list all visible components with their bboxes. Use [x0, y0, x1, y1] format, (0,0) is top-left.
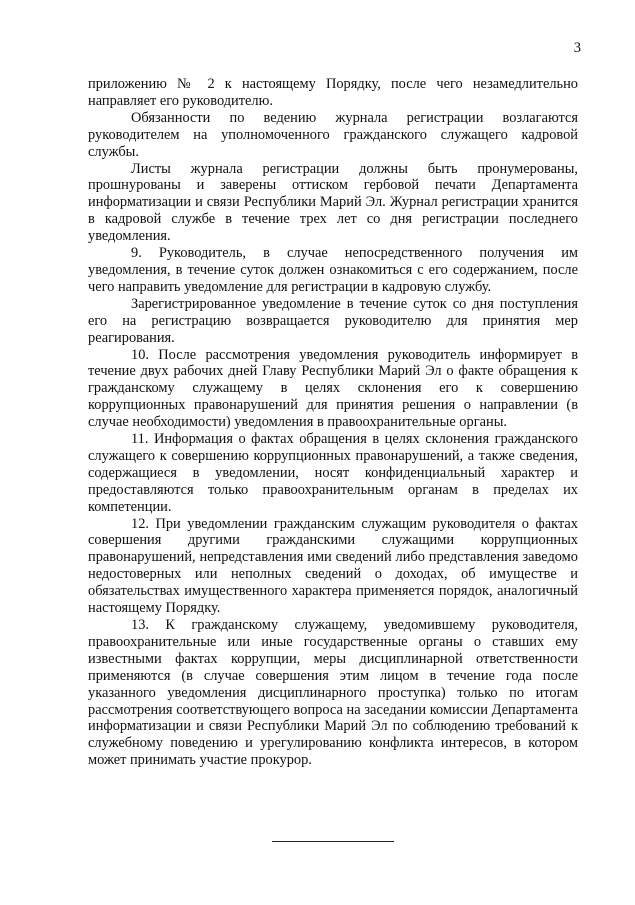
- document-body: [88, 76, 578, 769]
- paragraph-item-10: 10. После рассмотрения уведомления руководитель информирует в течение двух рабочих дней Главу Республики Марий Эл о факте обращения к гражданскому служащему в целях склонения его к совершению коррупционных правонарушений для принятия решения о направлении (в случае необходимости) уведомления в правоохранительные органы.: [88, 346, 578, 431]
- end-of-text-rule: [272, 841, 394, 842]
- paragraph-item-9: 9. Руководитель, в случае непосредственного получения им уведомления, в течение суток должен ознакомиться с его содержанием, после чего направить уведомление для регистрации в кадровую службу.: [88, 245, 578, 295]
- paragraph-item-13: 13. К гражданскому служащему, уведомившему руководителя, правоохранительные или иные государственные органы о ставших ему известными фактах коррупции, меры дисциплинарной ответственности применяются (в случае совершения этим лицом в течение года после указанного уведомления дисциплинарного проступка) только по итогам рассмотрения соответствующего вопроса на заседании комиссии Департамента информатизации и связи Республики Марий Эл по соблюдению требований к служебному поведению и урегулированию конфликта интересов, в котором может принимать участие прокурор.: [88, 617, 578, 769]
- paragraph-item-12: 12. При уведомлении гражданским служащим руководителя о фактах совершения другими гражданскими служащими коррупционных правонарушений, непредставления ими сведений либо представления заведомо недостоверных или неполных сведений о доходах, об имуществе и обязательствах имущественного характера применяется порядок, аналогичный настоящему Порядку.: [88, 515, 578, 617]
- paragraph-journal-sheets: Листы журнала регистрации должны быть пронумерованы, прошнурованы и заверены оттиском гербовой печати Департамента информатизации и связи Республики Марий Эл. Журнал регистрации хранится в кадровой службе в течение трех лет со дня регистрации последнего уведомления.: [88, 160, 578, 245]
- paragraph-journal-duties: Обязанности по ведению журнала регистрации возлагаются руководителем на уполномоченного гражданского служащего кадровой службы.: [88, 109, 578, 160]
- paragraph-continuation: приложению № 2 к настоящему Порядку, после чего незамедлительно направляет его руководителю.: [88, 76, 578, 109]
- page-number: 3: [573, 40, 581, 56]
- paragraph-registered-notice: Зарегистрированное уведомление в течение суток со дня поступления его на регистрацию возвращается руководителю для принятия мер реагирования.: [88, 295, 578, 346]
- paragraph-item-11: 11. Информация о фактах обращения в целях склонения гражданского служащего к совершению коррупционных правонарушений, а также сведения, содержащиеся в уведомлении, носят конфиденциальный характер и предоставляются только правоохранительным органам в пределах их компетенции.: [88, 431, 578, 515]
